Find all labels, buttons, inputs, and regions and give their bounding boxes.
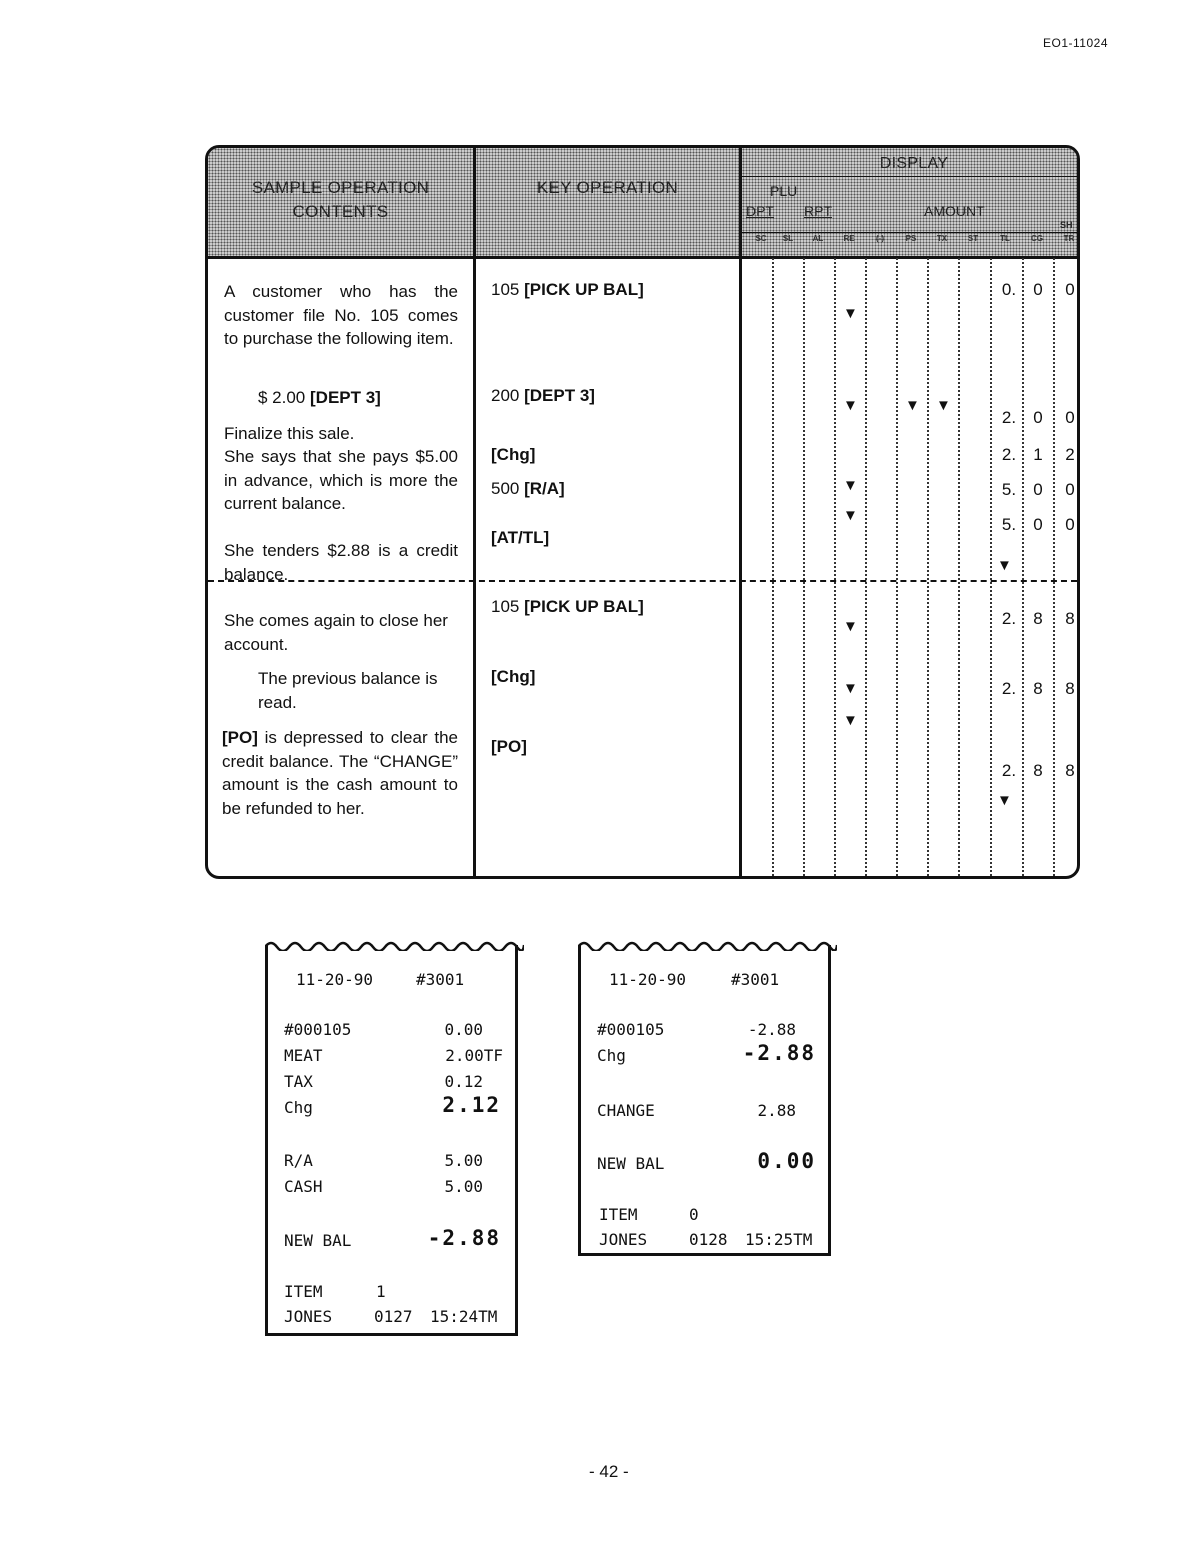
- receipt2-consec: 0128: [689, 1230, 728, 1249]
- torn-edge-icon: [265, 937, 524, 951]
- amount-digit: 8: [1033, 609, 1043, 628]
- s1-tender: She tenders $2.88 is a credit balance.: [224, 541, 458, 584]
- amount-digit: 5.: [1001, 515, 1017, 534]
- receipt-2: [578, 945, 831, 1256]
- receipt1-label: R/A: [284, 1151, 313, 1170]
- operation-table: [205, 145, 1080, 879]
- code-sc: SC: [755, 234, 767, 243]
- key-op-1-key: [PICK UP BAL]: [524, 280, 644, 299]
- amount-digit: 2.: [1001, 609, 1017, 628]
- s2-po-key: [PO]: [222, 728, 258, 747]
- s1-item-key: [DEPT 3]: [310, 388, 381, 407]
- indicator-triangle-icon: ▼: [997, 557, 1012, 574]
- indicator-triangle-icon: ▼: [843, 712, 858, 729]
- key-op-3-key: [Chg]: [491, 445, 536, 464]
- receipt1-label: Chg: [284, 1098, 313, 1117]
- receipt1-value: 0.12: [444, 1072, 483, 1091]
- key-op-5-key: [AT/TL]: [491, 528, 550, 547]
- header-key-operation: [476, 148, 739, 258]
- amount-digit: 0: [1033, 480, 1043, 499]
- receipt1-value: 5.00: [444, 1177, 483, 1196]
- amount-digit: 0: [1033, 515, 1043, 534]
- receipt1-label: MEAT: [284, 1046, 323, 1065]
- column-divider-1: [473, 148, 476, 876]
- receipt2-value: -2.88: [742, 1041, 816, 1065]
- code-st: ST: [967, 234, 979, 243]
- amount-digit: 0: [1065, 480, 1075, 499]
- indicator-triangle-icon: ▼: [843, 680, 858, 697]
- amount-digit: 0: [1065, 280, 1075, 299]
- receipt2-item-count: 0: [689, 1205, 699, 1224]
- receipt1-label: NEW BAL: [284, 1231, 352, 1250]
- receipt2-clerk: JONES: [599, 1230, 648, 1249]
- amount-digit: 1: [1033, 445, 1043, 464]
- amount-digit: 0: [1065, 408, 1075, 427]
- amount-digit: 8: [1065, 609, 1075, 628]
- receipt1-date: 11-20-90: [296, 970, 374, 989]
- receipt2-value: -2.88: [747, 1020, 796, 1039]
- receipt2-value: 0.00: [757, 1149, 816, 1173]
- receipt1-label: TAX: [284, 1072, 313, 1091]
- code-al: AL: [812, 234, 824, 243]
- amount-digit: 8: [1033, 679, 1043, 698]
- indicator-triangle-icon: ▼: [843, 477, 858, 494]
- receipt2-time: 15:25TM: [745, 1230, 813, 1249]
- receipt1-item-label: ITEM: [284, 1282, 323, 1301]
- s1-intro: A customer who has the customer file No. 105 comes to purchase the following item.: [224, 282, 458, 348]
- receipt1-time: 15:24TM: [430, 1307, 498, 1326]
- key-op-4: [491, 479, 565, 499]
- key-op-1-num: 105: [491, 280, 520, 299]
- receipt1-item-count: 1: [376, 1282, 386, 1301]
- receipt1-value: 2.12: [442, 1093, 501, 1117]
- header-sh: SH: [1060, 220, 1073, 230]
- s2-intro: She comes again to close her account.: [224, 611, 448, 654]
- header-rpt: RPT: [804, 203, 832, 219]
- code-tl: TL: [1000, 234, 1010, 243]
- column-divider-2: [739, 148, 742, 876]
- receipt1-value: -2.88: [427, 1226, 501, 1250]
- amount-digit: 2.: [1001, 679, 1017, 698]
- document-id: EO1-11024: [1043, 36, 1108, 50]
- key-op-4-num: 500: [491, 479, 520, 498]
- key-op-8-key: [PO]: [491, 737, 527, 756]
- amount-digit: 0: [1033, 280, 1043, 299]
- header-amount: AMOUNT: [924, 203, 985, 219]
- header-plu: PLU: [770, 183, 798, 199]
- amount-digit: 8: [1065, 679, 1075, 698]
- indicator-triangle-icon: ▼: [905, 397, 920, 414]
- key-op-3: [491, 445, 535, 465]
- amount-digit: 0: [1065, 515, 1075, 534]
- key-op-8: [491, 737, 527, 757]
- code-tx: TX: [936, 234, 948, 243]
- receipt1-value: 2.00TF: [445, 1046, 503, 1065]
- receipt1-label: CASH: [284, 1177, 323, 1196]
- indicator-triangle-icon: ▼: [843, 618, 858, 635]
- s1-item-amount: $ 2.00: [258, 388, 306, 407]
- header-sample-line2: CONTENTS: [292, 202, 389, 221]
- key-op-5: [491, 528, 549, 548]
- key-op-6: [491, 597, 644, 617]
- s1-advance: She says that she pays $5.00 in advance, which is more the current balance.: [224, 447, 458, 513]
- s2-po-text: is depressed to clear the credit balance. The “CHANGE” amount is the cash amount to be refunded to her.: [222, 728, 458, 818]
- indicator-triangle-icon: ▼: [997, 792, 1012, 809]
- s1-finalize: Finalize this sale.: [224, 424, 355, 443]
- receipt2-label: NEW BAL: [597, 1154, 665, 1173]
- key-op-7: [491, 667, 535, 687]
- receipt1-value: 5.00: [444, 1151, 483, 1170]
- s2-po: [222, 726, 458, 820]
- receipt1-reg: #3001: [416, 970, 465, 989]
- indicator-triangle-icon: ▼: [936, 397, 951, 414]
- receipt2-label: #000105: [597, 1020, 665, 1039]
- code-cg: CG: [1031, 234, 1043, 243]
- indicator-triangle-icon: ▼: [843, 397, 858, 414]
- code-minus: (-): [876, 234, 884, 243]
- receipt2-value: 2.88: [757, 1101, 796, 1120]
- code-tr: TR: [1063, 234, 1075, 243]
- key-op-1: [491, 280, 644, 300]
- receipt2-label: Chg: [597, 1046, 626, 1065]
- header-display-title: DISPLAY: [879, 155, 949, 172]
- receipt1-consec: 0127: [374, 1307, 413, 1326]
- page-number: - 42 -: [589, 1462, 629, 1481]
- key-op-7-key: [Chg]: [491, 667, 536, 686]
- key-op-2-num: 200: [491, 386, 520, 405]
- header-dpt: DPT: [746, 203, 774, 219]
- s2-read: The previous balance is read.: [258, 669, 438, 712]
- header-sample-line1: SAMPLE OPERATION: [251, 178, 430, 197]
- receipt2-date: 11-20-90: [609, 970, 687, 989]
- indicator-triangle-icon: ▼: [843, 507, 858, 524]
- receipt-1: [265, 945, 518, 1336]
- amount-digit: 2: [1065, 445, 1075, 464]
- key-op-6-key: [PICK UP BAL]: [524, 597, 644, 616]
- amount-digit: 2.: [1001, 761, 1017, 780]
- header-divider: [208, 256, 1077, 259]
- amount-digit: 5.: [1001, 480, 1017, 499]
- receipt1-clerk: JONES: [284, 1307, 333, 1326]
- header-display: [742, 148, 1080, 258]
- amount-digit: 8: [1065, 761, 1075, 780]
- code-re: RE: [843, 234, 855, 243]
- amount-digit: 2.: [1001, 408, 1017, 427]
- indicator-triangle-icon: ▼: [843, 305, 858, 322]
- key-op-2-key: [DEPT 3]: [524, 386, 595, 405]
- key-op-6-num: 105: [491, 597, 520, 616]
- amount-digit: 0: [1033, 408, 1043, 427]
- amount-digit: 8: [1033, 761, 1043, 780]
- amount-digit: 0.: [1001, 280, 1017, 299]
- code-ps: PS: [905, 234, 917, 243]
- receipt1-label: #000105: [284, 1020, 352, 1039]
- receipt2-label: CHANGE: [597, 1101, 655, 1120]
- torn-edge-icon: [578, 937, 837, 951]
- code-sl: SL: [782, 234, 794, 243]
- amount-digit: 2.: [1001, 445, 1017, 464]
- header-sample-operation: [208, 148, 473, 258]
- receipt1-value: 0.00: [444, 1020, 483, 1039]
- key-op-4-key: [R/A]: [524, 479, 565, 498]
- s1-item: [258, 386, 381, 410]
- header-key-label: KEY OPERATION: [536, 178, 679, 197]
- key-op-2: [491, 386, 595, 406]
- receipt2-item-label: ITEM: [599, 1205, 638, 1224]
- receipt2-reg: #3001: [731, 970, 780, 989]
- column-codes: [742, 234, 1080, 254]
